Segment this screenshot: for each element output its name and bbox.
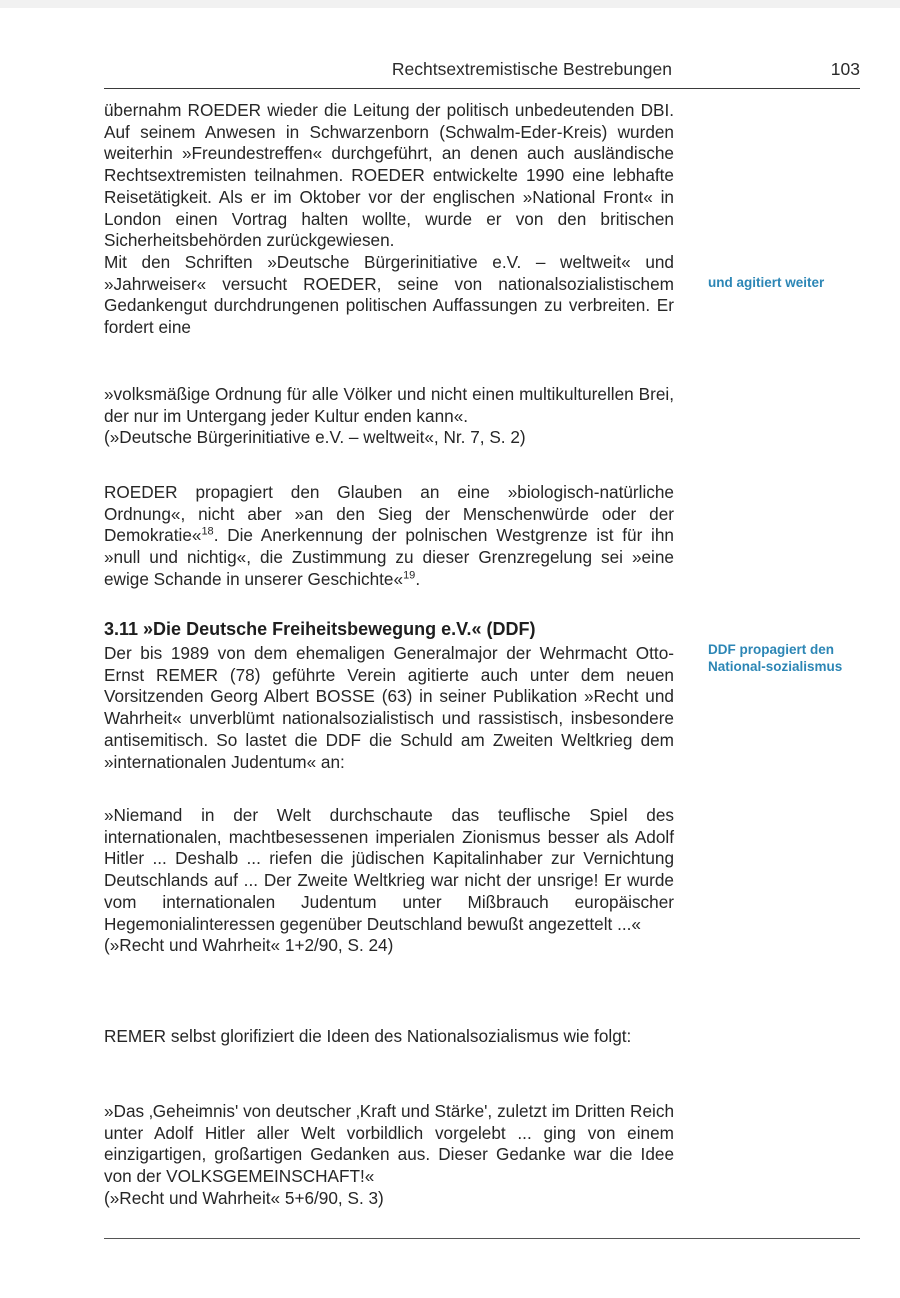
paragraph-roeder-publications: Mit den Schriften »Deutsche Bürgerinitiative e.V. – weltweit« und »Jahrweiser« versucht ROEDER, seine von nationalsozialistischem Gedankengut durchdrungenen politischen Auffassungen zu verbreiten. Er fordert eine (104, 251, 674, 338)
running-header-title: Rechtsextremistische Bestrebungen (391, 59, 672, 79)
paragraph-ddf-description: Der bis 1989 von dem ehemaligen Generalmajor der Wehrmacht Otto-Ernst REMER (78) geführte Verein agitierte auch unter dem neuen Vorsitzenden Georg Albert BOSSE (63) in seiner Publikation »Recht und Wahrheit« unverblümt nationalsozialistisch und rassistisch, insbesondere antisemitisch. So lastet die DDF die Schuld am Zweiten Weltkrieg dem »internationalen Judentum« an: (104, 643, 674, 772)
footnote-ref-19[interactable]: 19 (403, 569, 416, 582)
body-text-top (104, 100, 674, 339)
section-heading-ddf: 3.11 »Die Deutsche Freiheitsbewegung e.V.« (DDF) (104, 619, 536, 639)
header-divider (104, 88, 860, 89)
footnote-ref-18[interactable]: 18 (201, 525, 214, 538)
quote-geheimnis (104, 1101, 674, 1210)
paragraph-text-b: . Die Anerkennung der polnischen Westgrenze ist für ihn »null und nichtig«, die Zustimmung zu dieser Grenzregelung sei »eine ewige Schande in unserer Geschichte« (104, 525, 674, 589)
paragraph-remer-glorifies: REMER selbst glorifiziert die Ideen des Nationalsozialismus wie folgt: (104, 1026, 632, 1046)
quote-source: (»Deutsche Bürgerinitiative e.V. – weltweit«, Nr. 7, S. 2) (104, 427, 526, 448)
paragraph-roeder-propaganda (104, 482, 674, 591)
margin-note-agitiert: und agitiert weiter (708, 275, 825, 290)
page-number: 103 (830, 59, 860, 79)
margin-note-ddf: DDF propagiert den National-sozialismus (708, 642, 843, 674)
paragraph-text-a: ROEDER propagiert den Glauben an eine »biologisch-natürliche Ordnung«, nicht aber »an den Sieg der Menschenwürde oder der Demokratie« (104, 482, 674, 546)
quote-niemand-in-der-welt (104, 805, 674, 957)
quote-text: »Niemand in der Welt durchschaute das teuflische Spiel des internationalen, machtbesessenen imperialen Zionismus besser als Adolf Hitler ... Deshalb ... riefen die jüdischen Kapitalinhaber zur Vernichtung Deutschlands auf ... Der Zweite Weltkrieg war nicht der unsrige! Er wurde vom internationalen Judentum unter Mißbrauch europäischer Hegemonialinteressen gegenüber Deutschland bewußt angezettelt ...« (104, 805, 674, 934)
quote-text: »volksmäßige Ordnung für alle Völker und nicht einen multikulturellen Brei, der nur im Untergang jeder Kultur enden kann«. (104, 384, 674, 426)
paragraph-roeder-activities: übernahm ROEDER wieder die Leitung der politisch unbedeutenden DBI. Auf seinem Anwesen in Schwarzenborn (Schwalm-Eder-Kreis) wurden weiterhin »Freundestreffen« durchgeführt, an denen auch ausländische Rechtsextremisten teilnahmen. ROEDER entwickelte 1990 eine lebhafte Reisetätigkeit. Als er im Oktober vor der englischen »National Front« in London einen Vortrag halten wollte, wurde er von den britischen Sicherheitsbehörden zurückgewiesen. (104, 100, 674, 251)
quote-text: »Das ‚Geheimnis' von deutscher ‚Kraft und Stärke', zuletzt im Dritten Reich unter Adolf Hitler aller Welt vorbildlich vorgelebt ... ging von einem einzigartigen, großartigen Gedanken aus. Dieser Gedanke war die Idee von der VOLKSGEMEINSCHAFT!« (104, 1101, 674, 1187)
footer-divider (104, 1238, 860, 1239)
quote-source: (»Recht und Wahrheit« 1+2/90, S. 24) (104, 935, 394, 956)
scan-top-edge (0, 0, 900, 8)
quote-volksmaessige-ordnung (104, 384, 674, 449)
paragraph-text-c: . (415, 568, 421, 589)
quote-source: (»Recht und Wahrheit« 5+6/90, S. 3) (104, 1187, 384, 1208)
